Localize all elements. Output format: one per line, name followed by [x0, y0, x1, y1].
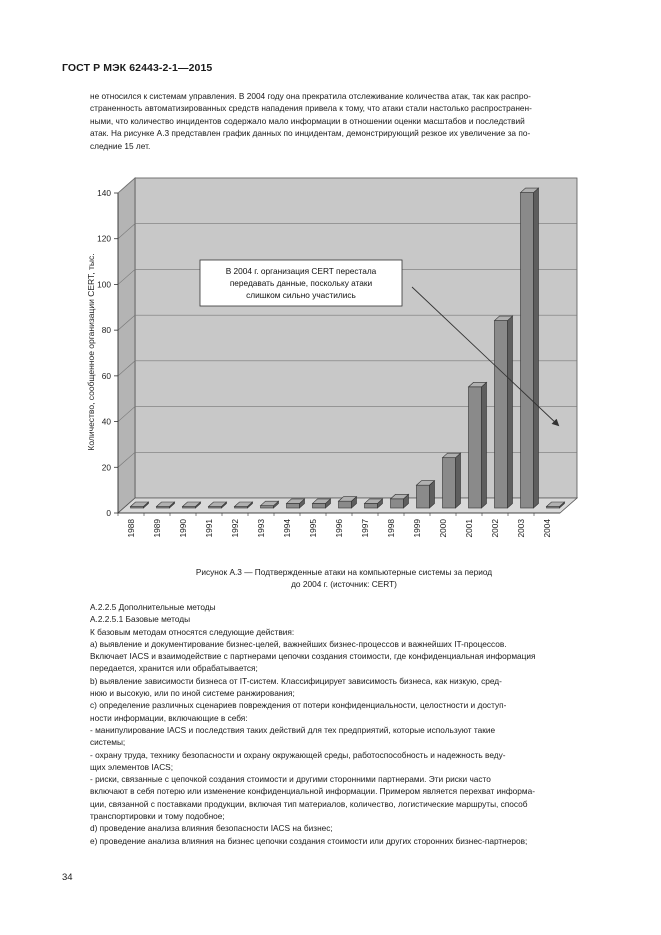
bar-front — [495, 321, 508, 508]
x-tick-label: 1997 — [360, 519, 370, 538]
body-line: ности информации, включающие в себя: — [90, 712, 248, 723]
body-line: - риски, связанные с цепочкой создания стоимости и другими сторонними партнерами. Эти риски часто — [90, 774, 491, 785]
caption-line: Рисунок А.3 — Подтвержденные атаки на компьютерные системы за период — [195, 567, 493, 577]
document-header: ГОСТ Р МЭК 62443-2-1—2015 — [62, 62, 213, 74]
bar — [469, 382, 487, 508]
body-line: b) выявление зависимости бизнеса от IT-систем. Классифицирует зависимость бизнеса, как низкую, сред- — [90, 675, 502, 686]
body-line: А.2.2.5.1 Базовые методы — [90, 614, 191, 625]
x-tick-label: 2001 — [464, 519, 474, 538]
bar-side — [534, 188, 539, 508]
y-tick-label: 140 — [97, 188, 111, 198]
bar-side — [508, 316, 513, 508]
x-tick-label: 1999 — [412, 519, 422, 538]
bar-front — [365, 503, 378, 508]
body-line: d) проведение анализа влияния безопасности IACS на бизнес; — [90, 823, 333, 834]
body-line: e) проведение анализа влияния на бизнес цепочки создания стоимости или других сторонних бизнес-партнеров; — [90, 835, 528, 846]
body-line: нюю и высокую, или по иной системе ранжирования; — [90, 688, 295, 699]
caption-line: до 2004 г. (источник: CERT) — [291, 579, 397, 589]
intro-line: атак. На рисунке А.3 представлен график данных по инцидентам, демонстрирующий резкое их увеличение за по- — [90, 128, 531, 139]
x-tick-label: 2004 — [542, 519, 552, 538]
bar-front — [339, 501, 352, 508]
body-line: ции, связанной с поставками продукции, включая тип материалов, количество, логистические маршруты, способ — [90, 798, 528, 809]
page-number: 34 — [62, 872, 73, 883]
bar-front — [417, 485, 430, 508]
x-tick-label: 1992 — [230, 519, 240, 538]
x-tick-label: 1989 — [152, 519, 162, 538]
bar-front — [469, 387, 482, 508]
intro-line: не относился к системам управления. В 2004 году она прекратила отслеживание количества атак, так как распро- — [90, 91, 531, 101]
bar-side — [456, 453, 461, 508]
body-line: А.2.2.5 Дополнительные методы — [90, 602, 216, 612]
body-line: - манипулирование IACS и последствия таких действий для тех предприятий, которые используют такие — [90, 724, 496, 735]
body-line: системы; — [90, 737, 126, 748]
bar-front — [313, 503, 326, 508]
annotation-line: слишком сильно участились — [246, 290, 356, 300]
y-axis-label: Количество, сообщенное организации CERT, тыс. — [86, 253, 96, 451]
body-line: c) определение различных сценариев повреждения от потери конфиденциальности, целостности и доступ- — [90, 700, 507, 711]
x-tick-label: 2003 — [516, 519, 526, 538]
body-line: транспортировки и тому подобное; — [90, 811, 225, 822]
x-tick-label: 1988 — [126, 519, 136, 538]
body-line: - охрану труда, технику безопасности и охрану окружающей среды, работоспособность и надежность веду- — [90, 749, 506, 760]
x-tick-label: 1998 — [386, 519, 396, 538]
x-tick-label: 1990 — [178, 519, 188, 538]
bar-front — [391, 499, 404, 508]
bar-front — [261, 506, 274, 508]
intro-line: ными, что количество инцидентов содержало мало информации в отношении оценки масштабов и последствий — [90, 115, 525, 126]
bar-side — [482, 382, 487, 508]
body-line: К базовым методам относятся следующие действия: — [90, 626, 295, 637]
annotation-line: передавать данные, поскольку атаки — [229, 278, 373, 288]
bar — [495, 316, 513, 508]
y-tick-label: 40 — [101, 416, 111, 427]
x-tick-label: 1995 — [308, 519, 318, 538]
x-tick-label: 2000 — [438, 519, 448, 538]
bar — [417, 481, 435, 508]
y-tick-label: 0 — [106, 508, 111, 518]
y-tick-label: 20 — [101, 462, 111, 473]
bar-front — [521, 193, 534, 508]
body-line: Включает IACS и взаимодействие с партнерами цепочки создания стоимости, где конфиденциальная информация — [90, 651, 536, 662]
bar — [391, 494, 409, 508]
annotation-line: В 2004 г. организация CERT перестала — [225, 266, 377, 276]
bar — [339, 497, 357, 508]
y-tick-label: 100 — [97, 279, 111, 290]
y-tick-label: 80 — [101, 325, 111, 336]
y-tick-label: 60 — [101, 370, 111, 381]
body-line: a) выявление и документирование бизнес-целей, важнейших бизнес-процессов и важнейших IT-процессов. — [90, 638, 507, 649]
x-tick-label: 1993 — [256, 519, 266, 538]
bar — [443, 453, 461, 508]
body-text — [90, 601, 598, 847]
x-tick-label: 1994 — [282, 519, 292, 538]
bar — [521, 188, 539, 508]
intro-line: следние 15 лет. — [90, 140, 151, 151]
x-tick-label: 1991 — [204, 519, 214, 538]
x-tick-label: 2002 — [490, 519, 500, 538]
x-tick-label: 1996 — [334, 519, 344, 538]
bar-front — [443, 458, 456, 508]
body-line: передается, хранится или обрабатывается; — [90, 663, 258, 674]
bar-front — [287, 503, 300, 508]
intro-line: страненность автоматизированных средств нападения привела к тому, что атаки стали настолько распространен- — [90, 103, 532, 114]
chart-side-wall — [118, 178, 135, 513]
body-line: щих элементов IACS; — [90, 761, 174, 772]
body-line: включают в себя потерю или изменение конфиденциальной информации. Примером является перехват информа- — [90, 786, 535, 797]
y-tick-label: 120 — [97, 233, 111, 244]
figure-caption — [90, 566, 598, 590]
